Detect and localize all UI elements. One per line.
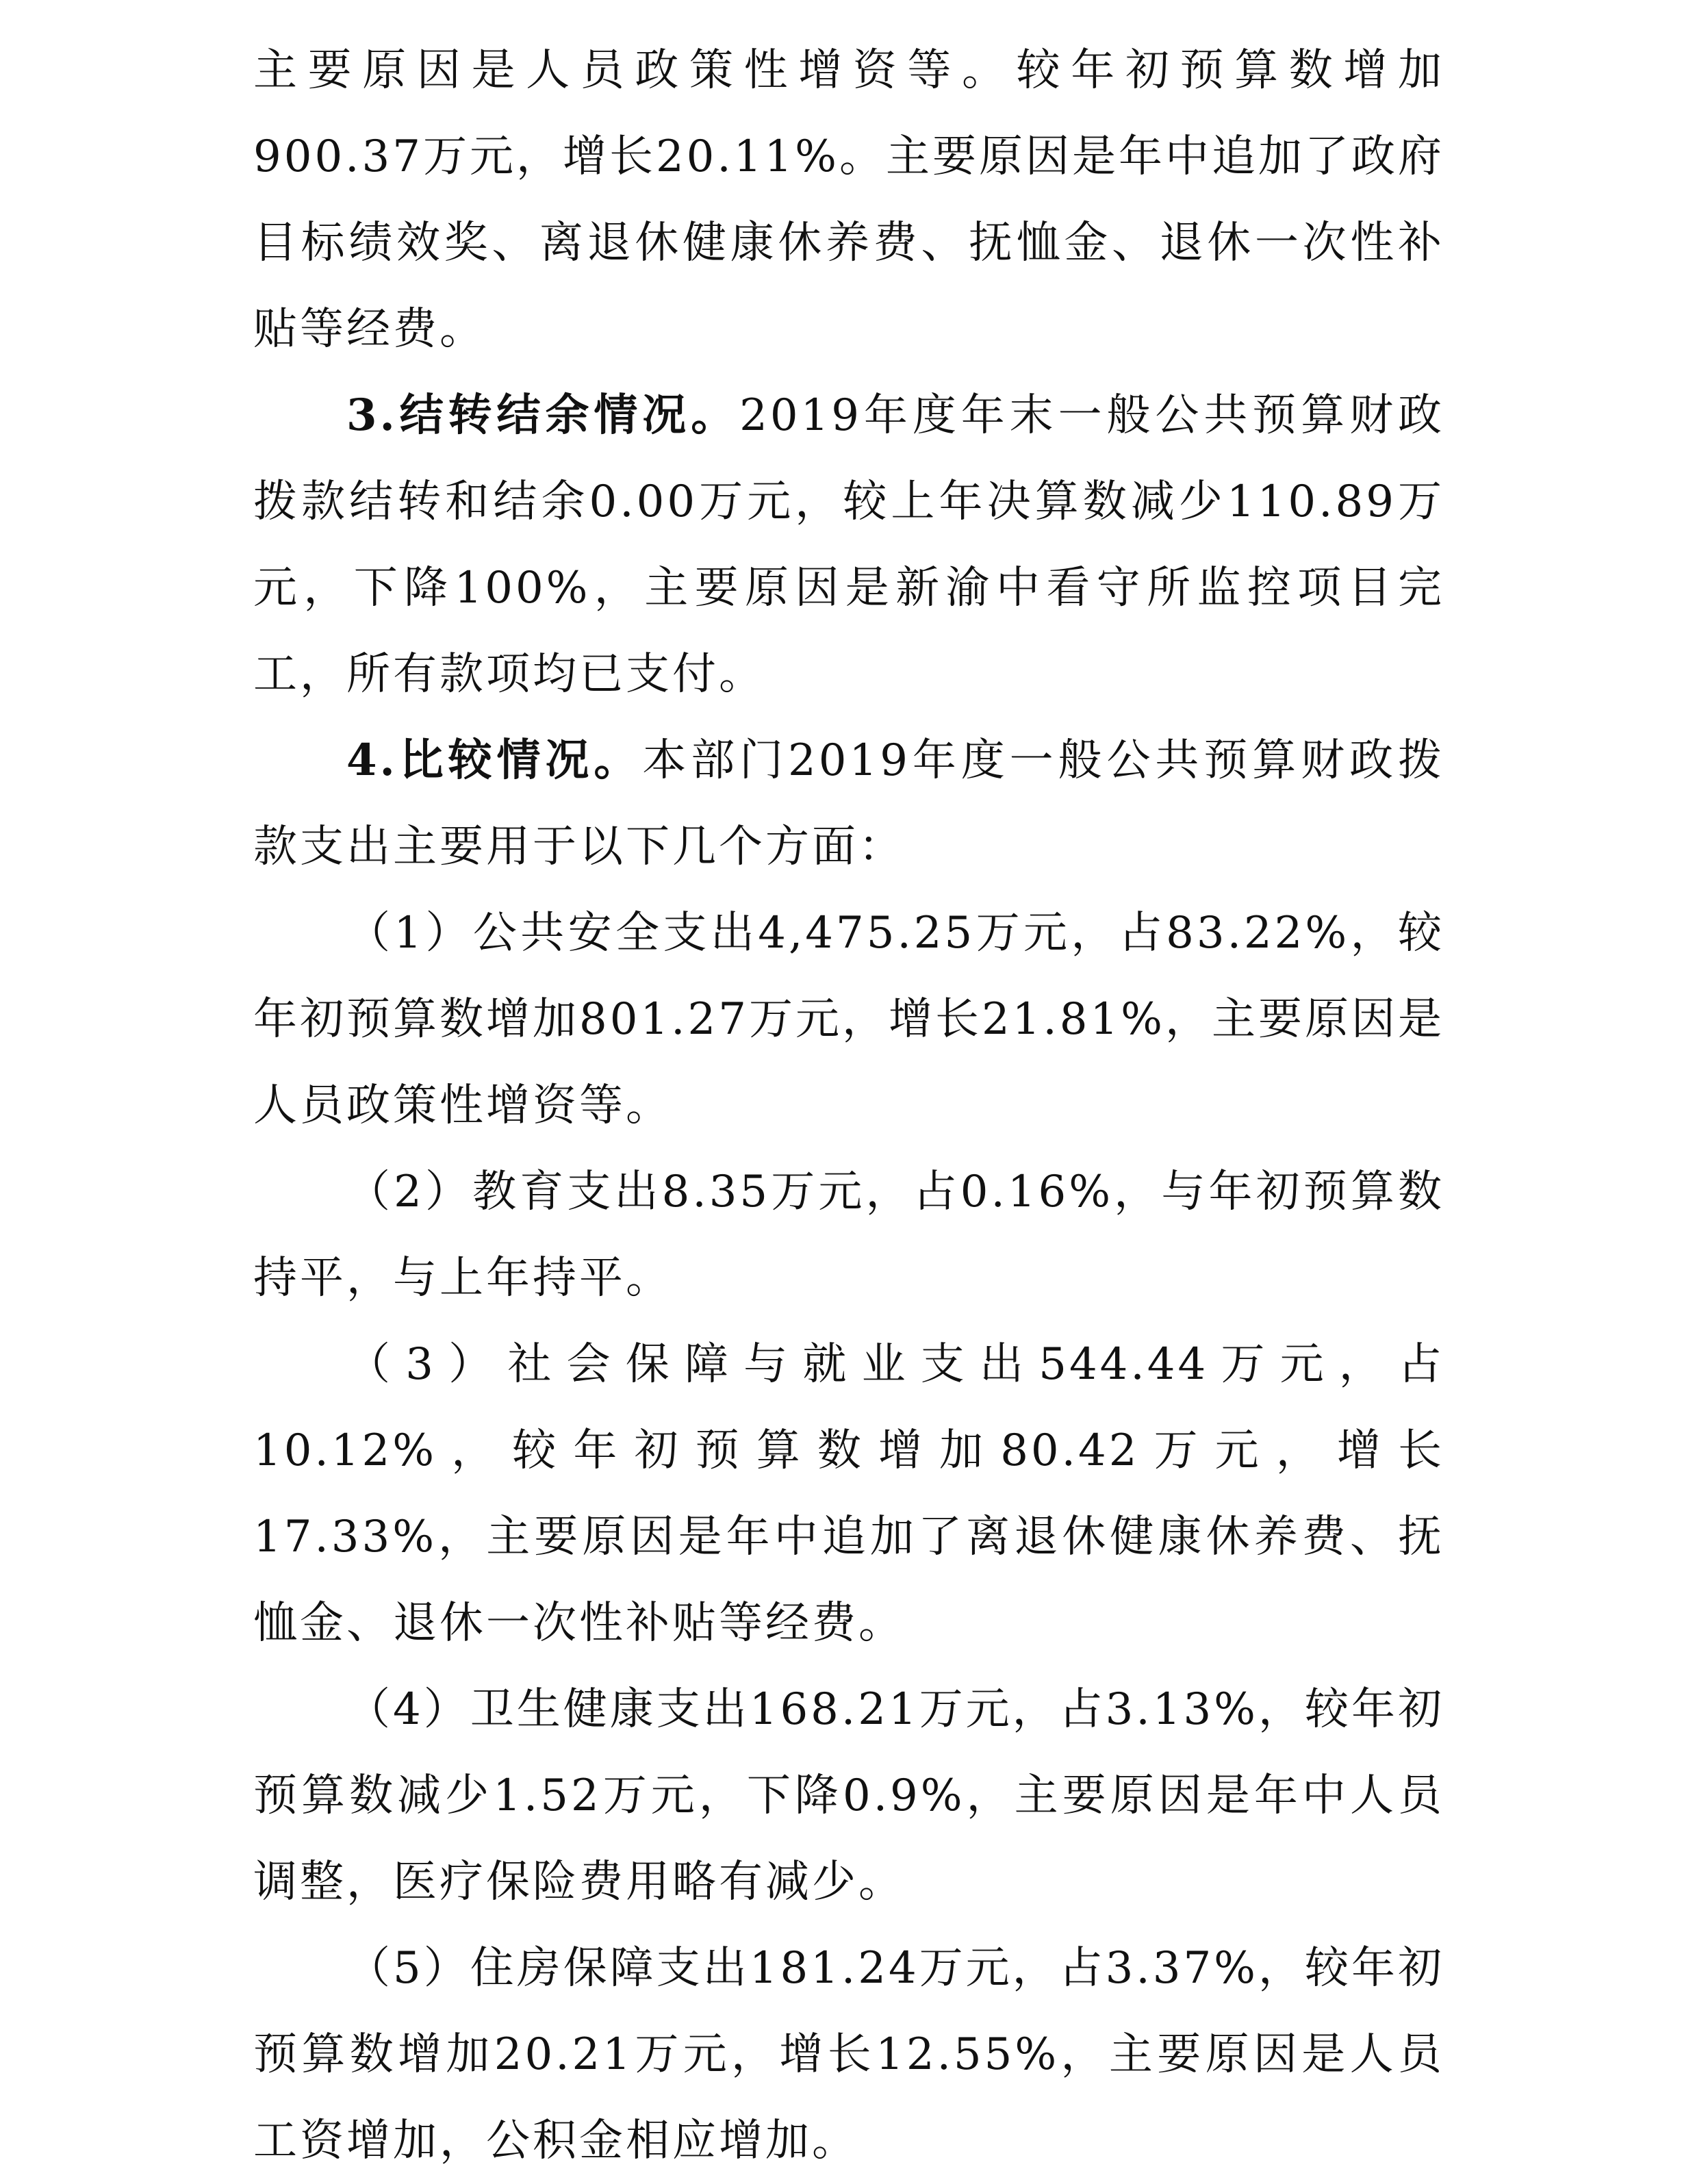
paragraph-3-comparison <box>253 718 1444 890</box>
paragraph-3-text: 本部门2019年度一般公共预算财政拨款支出主要用于以下几个方面： <box>253 735 1445 872</box>
list-item-housing <box>253 1925 1444 2184</box>
list-item-social-security <box>253 1321 1444 1666</box>
document-page <box>253 27 1444 2184</box>
list-item-housing-text: （5）住房保障支出181.24万元，占3.37%，较年初预算数增加20.21万元，增长12.55%，主要原因是人员工资增加，公积金相应增加。 <box>253 1943 1444 2166</box>
list-item-public-security-text: （1）公共安全支出4,475.25万元，占83.22%，较年初预算数增加801.27万元，增长21.81%，主要原因是人员政策性增资等。 <box>253 908 1444 1131</box>
section-heading-comparison: 4.比较情况。 <box>346 735 643 786</box>
section-heading-carryover: 3.结转结余情况。 <box>346 390 740 441</box>
list-item-health-text: （4）卫生健康支出168.21万元，占3.13%，较年初预算数减少1.52万元，下降0.9%，主要原因是年中人员调整，医疗保险费用略有减少。 <box>253 1684 1444 1907</box>
paragraph-2-carryover <box>253 372 1444 718</box>
list-item-social-security-text: （3）社会保障与就业支出544.44万元，占10.12%，较年初预算数增加80.42万元，增长17.33%，主要原因是年中追加了离退休健康休养费、抚恤金、退休一次性补贴等经费。 <box>253 1339 1444 1649</box>
paragraph-1-text: 主要原因是人员政策性增资等。较年初预算数增加900.37万元，增长20.11%。主要原因是年中追加了政府目标绩效奖、离退休健康休养费、抚恤金、退休一次性补贴等经费。 <box>253 45 1444 355</box>
list-item-education-text: （2）教育支出8.35万元，占0.16%，与年初预算数持平，与上年持平。 <box>253 1167 1444 1304</box>
paragraph-1 <box>253 27 1444 372</box>
list-item-public-security <box>253 890 1444 1149</box>
list-item-education <box>253 1149 1444 1321</box>
paragraph-2-text: 2019年度年末一般公共预算财政拨款结转和结余0.00万元，较上年决算数减少110.89万元，下降100%，主要原因是新渝中看守所监控项目完工，所有款项均已支付。 <box>253 390 1445 700</box>
list-item-health <box>253 1666 1444 1925</box>
